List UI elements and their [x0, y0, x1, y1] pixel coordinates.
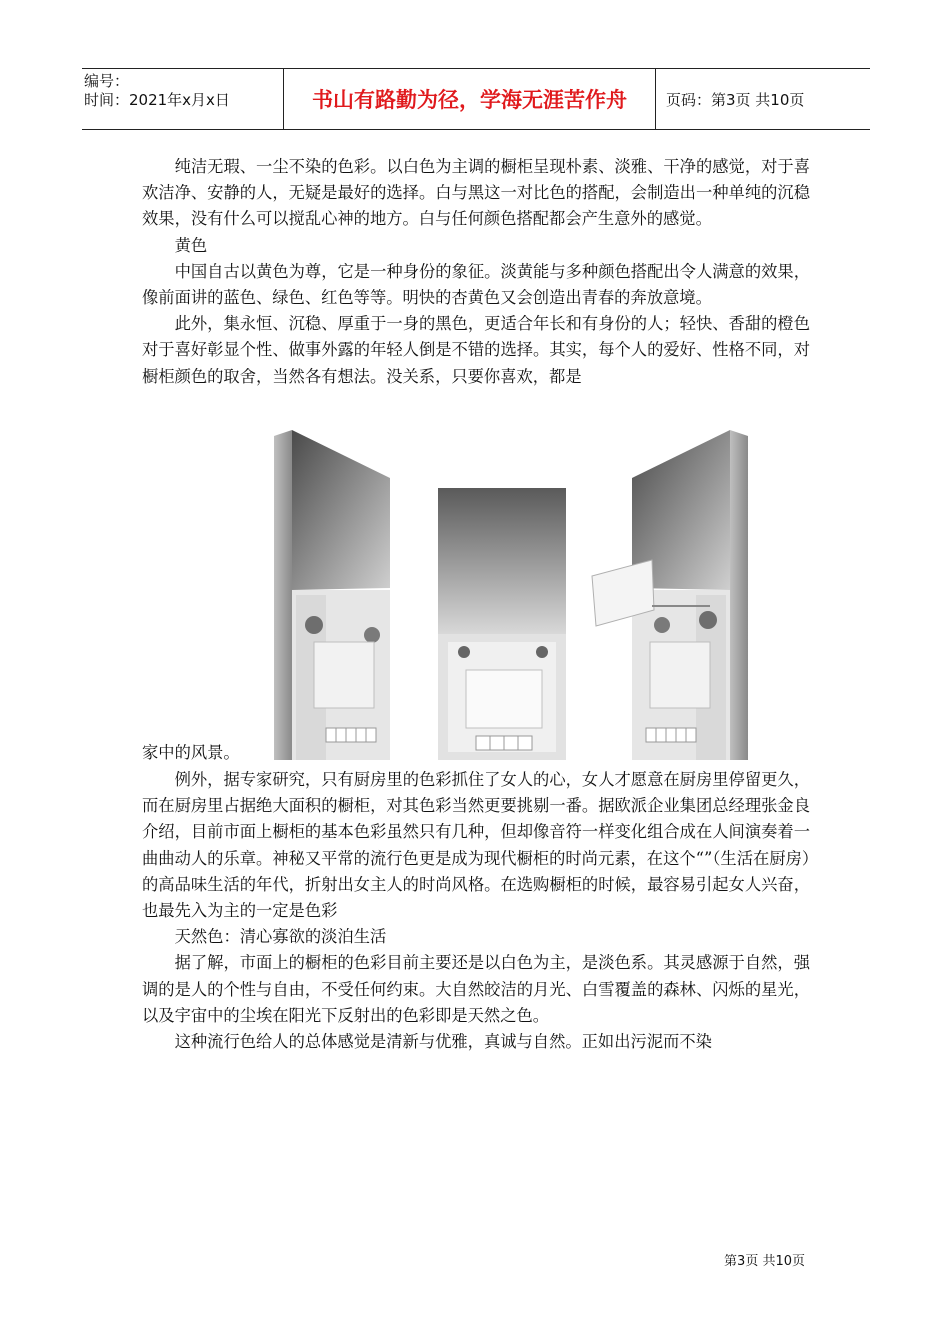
page-footer: 第3页 共10页: [724, 1254, 805, 1269]
paragraph: 例外，据专家研究，只有厨房里的色彩抓住了女人的心，女人才愿意在厨房里停留更久，而在厨房里占据绝大面积的橱柜，对其色彩当然更要挑剔一番。据欧派企业集团总经理张金良介绍，目前市面上橱柜的基本色彩虽然只有几种，但却像音符一样变化组合成在人间演奏着一曲曲动人的乐章。神秘又平常的流行色更是成为现代橱柜的时尚元素，在这个“”（生活在厨房）的高品味生活的年代，折射出女主人的时尚风格。在选购橱柜的时候，最容易引起女人兴奋，也最先入为主的一定是色彩: [142, 770, 810, 921]
time-label: 时间：2021年x月x日: [84, 91, 230, 109]
paragraph: 纯洁无瑕、一尘不染的色彩。以白色为主调的橱柜呈现朴素、淡雅、干净的感觉，对于喜欢洁净、安静的人，无疑是最好的选择。白与黑这一对比色的搭配，会制造出一种单纯的沉稳效果，没有什么可以搅乱心神的地方。白与任何颜色搭配都会产生意外的感觉。: [142, 157, 810, 229]
body-text-top: [142, 154, 810, 390]
section-heading-natural-color: 天然色：清心寡欲的淡泊生活: [174, 927, 387, 947]
cabinet-middle: [438, 488, 566, 760]
body-text-bottom: [142, 767, 810, 1055]
paragraph: 中国自古以黄色为尊，它是一种身份的象征。淡黄能与多种颜色搭配出令人满意的效果，像前面讲的蓝色、绿色、红色等等。明快的杏黄色又会创造出青春的奔放意境。: [142, 261, 810, 308]
header-page-code: 页码：第3页 共10页: [666, 90, 805, 109]
header-meta: [82, 69, 284, 129]
paragraph: 这种流行色给人的总体感觉是清新与优雅，真诚与自然。正如出污泥而不染: [174, 1032, 712, 1052]
page-header: [82, 68, 870, 130]
header-motto: 书山有路勤为径，学海无涯苦作舟: [284, 69, 656, 129]
kitchen-cabinet-illustration: [270, 430, 756, 762]
cabinet-left: [274, 430, 390, 760]
figure-caption: 家中的风景。: [142, 743, 240, 762]
number-label: 编号：: [84, 72, 130, 90]
paragraph: 此外，集永恒、沉稳、厚重于一身的黑色，更适合年长和有身份的人；轻快、香甜的橙色对于喜好彰显个性、做事外露的年轻人倒是不错的选择。其实，每个人的爱好、性格不同，对橱柜颜色的取舍，当然各有想法。没关系，只要你喜欢，都是: [142, 314, 810, 386]
section-heading-yellow: 黄色: [174, 235, 208, 255]
paragraph: 据了解，市面上的橱柜的色彩目前主要还是以白色为主，是淡色系。其灵感源于自然，强调的是人的个性与自由，不受任何约束。大自然皎洁的月光、白雪覆盖的森林、闪烁的星光，以及宇宙中的尘埃在阳光下反射出的色彩即是天然之色。: [142, 953, 810, 1025]
cabinet-right: [592, 430, 748, 760]
